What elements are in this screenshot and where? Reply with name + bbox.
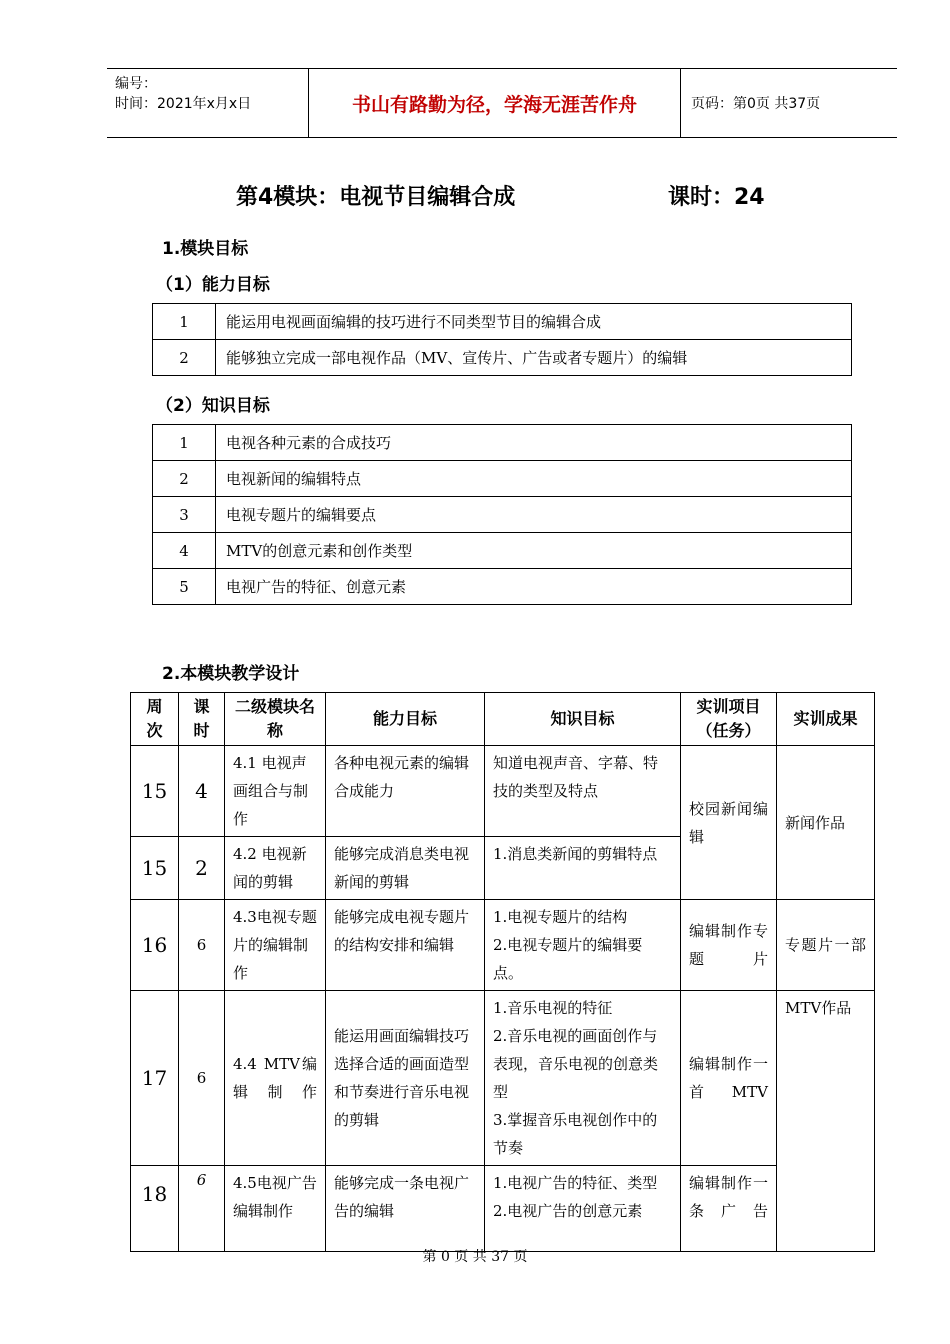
module-cell: 4.3电视专题片的编辑制作 <box>225 900 326 991</box>
table-row <box>153 533 852 569</box>
column-header-result: 实训成果 <box>777 693 875 746</box>
table-row <box>153 425 852 461</box>
table-row <box>153 497 852 533</box>
goal-number: 2 <box>153 340 216 376</box>
header-meta <box>107 69 309 137</box>
task-cell: 编辑制作一条广告 <box>681 1166 777 1252</box>
page-footer: 第 0 页 共 37 页 <box>422 1249 528 1265</box>
task-cell: 编辑制作一首MTV <box>681 991 777 1166</box>
table-row <box>153 304 852 340</box>
module-hours: 课时：24 <box>668 185 765 210</box>
column-header-module: 二级模块名称 <box>225 693 326 746</box>
subheading-ability: （1）能力目标 <box>156 275 270 295</box>
ability-cell: 能够完成电视专题片的结构安排和编辑 <box>326 900 485 991</box>
week-cell: 18 <box>131 1166 179 1252</box>
document-date: 时间：2021年x月x日 <box>115 96 252 112</box>
week-cell: 15 <box>131 837 179 900</box>
goal-text: 电视专题片的编辑要点 <box>216 497 852 533</box>
week-cell: 15 <box>131 746 179 837</box>
goal-text: 能够独立完成一部电视作品（MV、宣传片、广告或者专题片）的编辑 <box>216 340 852 376</box>
table-row <box>131 900 875 991</box>
task-cell: 校园新闻编辑 <box>681 746 777 900</box>
module-cell: 4.1 电视声画组合与制作 <box>225 746 326 837</box>
column-header-knowledge: 知识目标 <box>485 693 681 746</box>
module-cell: 4.2 电视新闻的剪辑 <box>225 837 326 900</box>
ability-cell: 能够完成消息类电视新闻的剪辑 <box>326 837 485 900</box>
goal-number: 5 <box>153 569 216 605</box>
document-number-label: 编号： <box>115 76 157 92</box>
ability-cell: 各种电视元素的编辑合成能力 <box>326 746 485 837</box>
knowledge-goals-table <box>152 424 852 605</box>
goal-number: 1 <box>153 425 216 461</box>
table-row <box>131 991 875 1166</box>
hours-cell: 4 <box>179 746 225 837</box>
ability-cell: 能运用画面编辑技巧选择合适的画面造型和节奏进行音乐电视的剪辑 <box>326 991 485 1166</box>
result-cell: MTV作品 <box>777 991 875 1252</box>
knowledge-cell: 1.电视专题片的结构 2.电视专题片的编辑要点。 <box>485 900 681 991</box>
page-info: 页码：第0页 共37页 <box>691 96 821 112</box>
knowledge-cell: 知道电视声音、字幕、特技的类型及特点 <box>485 746 681 837</box>
hours-cell: 6 <box>179 1166 225 1252</box>
week-cell: 17 <box>131 991 179 1166</box>
goal-number: 2 <box>153 461 216 497</box>
result-cell: 专题片一部 <box>777 900 875 991</box>
ability-cell: 能够完成一条电视广告的编辑 <box>326 1166 485 1252</box>
knowledge-cell: 1.消息类新闻的剪辑特点 <box>485 837 681 900</box>
subheading-knowledge: （2）知识目标 <box>156 396 270 416</box>
motto-text: 书山有路勤为径，学海无涯苦作舟 <box>351 93 637 116</box>
section-heading-goals: 1.模块目标 <box>162 239 249 259</box>
column-header-week: 周次 <box>131 693 179 746</box>
table-row <box>153 569 852 605</box>
table-row <box>131 746 875 837</box>
hours-cell: 6 <box>179 900 225 991</box>
module-title: 第4模块：电视节目编辑合成 <box>236 185 516 210</box>
ability-goals-table <box>152 303 852 376</box>
header-motto-cell <box>309 69 681 137</box>
goal-text: 电视广告的特征、创意元素 <box>216 569 852 605</box>
table-row <box>153 340 852 376</box>
knowledge-cell: 1.音乐电视的特征 2.音乐电视的画面创作与表现，音乐电视的创意类型 3.掌握音乐电视创作中的节奏 <box>485 991 681 1166</box>
table-row <box>131 1166 875 1252</box>
module-cell: 4.4 MTV编辑制作 <box>225 991 326 1166</box>
week-cell: 16 <box>131 900 179 991</box>
module-cell: 4.5电视广告编辑制作 <box>225 1166 326 1252</box>
result-cell: 新闻作品 <box>777 746 875 900</box>
section-heading-design: 2.本模块教学设计 <box>162 664 300 684</box>
goal-number: 3 <box>153 497 216 533</box>
teaching-design-table <box>130 692 875 1252</box>
column-header-task: 实训项目（任务） <box>681 693 777 746</box>
task-cell: 编辑制作专题片 <box>681 900 777 991</box>
table-header-row <box>131 693 875 746</box>
header-page-cell <box>681 69 897 137</box>
page-header <box>107 68 897 138</box>
goal-text: 电视新闻的编辑特点 <box>216 461 852 497</box>
goal-text: 电视各种元素的合成技巧 <box>216 425 852 461</box>
hours-cell: 6 <box>179 991 225 1166</box>
goal-number: 4 <box>153 533 216 569</box>
hours-cell: 2 <box>179 837 225 900</box>
column-header-hours: 课时 <box>179 693 225 746</box>
table-row <box>153 461 852 497</box>
goal-text: MTV的创意元素和创作类型 <box>216 533 852 569</box>
goal-text: 能运用电视画面编辑的技巧进行不同类型节目的编辑合成 <box>216 304 852 340</box>
goal-number: 1 <box>153 304 216 340</box>
knowledge-cell: 1.电视广告的特征、类型 2.电视广告的创意元素 <box>485 1166 681 1252</box>
column-header-ability: 能力目标 <box>326 693 485 746</box>
